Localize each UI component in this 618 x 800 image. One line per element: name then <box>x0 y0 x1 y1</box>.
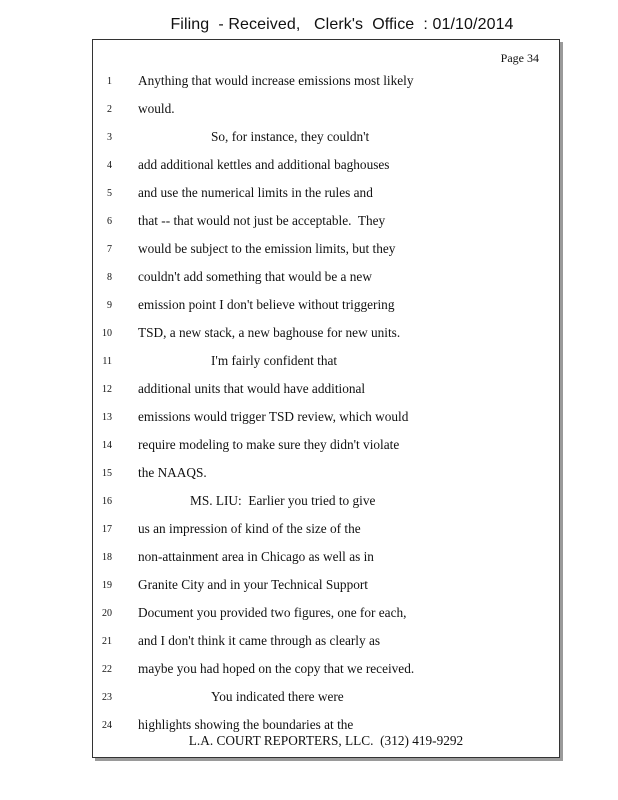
transcript-line-6 <box>93 213 559 233</box>
line-text: emission point I don't believe without triggering <box>138 297 395 312</box>
line-number: 17 <box>102 524 112 535</box>
line-text: us an impression of kind of the size of the <box>138 521 361 536</box>
transcript-line-14 <box>93 437 559 457</box>
line-number: 22 <box>102 664 112 675</box>
transcript-line-13 <box>93 409 559 429</box>
line-text: TSD, a new stack, a new baghouse for new units. <box>138 325 401 340</box>
line-number: 3 <box>107 132 112 143</box>
line-text: emissions would trigger TSD review, which would <box>138 409 409 424</box>
line-number: 15 <box>102 468 112 479</box>
line-text: maybe you had hoped on the copy that we received. <box>138 661 415 676</box>
transcript-line-15 <box>93 465 559 485</box>
transcript-line-20 <box>93 605 559 625</box>
line-number: 21 <box>102 636 112 647</box>
line-number: 4 <box>107 160 112 171</box>
line-number: 12 <box>102 384 112 395</box>
line-text: add additional kettles and additional baghouses <box>138 157 390 172</box>
line-text: and I don't think it came through as clearly as <box>138 633 381 648</box>
line-number: 1 <box>107 76 112 87</box>
transcript-line-3 <box>93 129 559 149</box>
transcript-line-1 <box>93 73 559 93</box>
transcript-page <box>92 39 560 758</box>
line-text: MS. LIU: Earlier you tried to give <box>190 493 376 508</box>
line-number: 20 <box>102 608 112 619</box>
filing-stamp: Filing - Received, Clerk's Office : 01/10/2014 <box>170 16 514 33</box>
transcript-line-9 <box>93 297 559 317</box>
line-number: 9 <box>107 300 112 311</box>
transcript-line-19 <box>93 577 559 597</box>
reporter-footer: L.A. COURT REPORTERS, LLC. (312) 419-9292 <box>188 733 464 748</box>
transcript-line-10 <box>93 325 559 345</box>
line-text: the NAAQS. <box>138 465 207 480</box>
line-number: 7 <box>107 244 112 255</box>
line-text: and use the numerical limits in the rules and <box>138 185 373 200</box>
line-text: Granite City and in your Technical Support <box>138 577 368 592</box>
line-text: highlights showing the boundaries at the <box>138 717 354 732</box>
transcript-line-7 <box>93 241 559 261</box>
line-text: would be subject to the emission limits, but they <box>138 241 396 256</box>
transcript-line-8 <box>93 269 559 289</box>
transcript-line-5 <box>93 185 559 205</box>
transcript-line-21 <box>93 633 559 653</box>
line-number: 13 <box>102 412 112 423</box>
line-number: 8 <box>107 272 112 283</box>
page-number: Page 34 <box>500 51 539 65</box>
line-number: 5 <box>107 188 112 199</box>
line-text: that -- that would not just be acceptable. They <box>138 213 386 228</box>
line-text: additional units that would have additional <box>138 381 366 396</box>
line-text: couldn't add something that would be a new <box>138 269 372 284</box>
line-number: 19 <box>102 580 112 591</box>
transcript-line-23 <box>93 689 559 709</box>
line-text: non-attainment area in Chicago as well as in <box>138 549 374 564</box>
line-text: would. <box>138 101 175 116</box>
line-text: require modeling to make sure they didn't violate <box>138 437 400 452</box>
line-number: 16 <box>102 496 112 507</box>
transcript-line-22 <box>93 661 559 681</box>
transcript-line-17 <box>93 521 559 541</box>
transcript-line-4 <box>93 157 559 177</box>
line-text: I'm fairly confident that <box>211 353 338 368</box>
line-number: 14 <box>102 440 112 451</box>
transcript-line-2 <box>93 101 559 121</box>
line-number: 2 <box>107 104 112 115</box>
line-number: 23 <box>102 692 112 703</box>
line-text: Anything that would increase emissions most likely <box>138 73 414 88</box>
line-number: 10 <box>102 328 112 339</box>
transcript-line-12 <box>93 381 559 401</box>
line-text: Document you provided two figures, one for each, <box>138 605 407 620</box>
line-number: 6 <box>107 216 112 227</box>
line-text: So, for instance, they couldn't <box>211 129 370 144</box>
transcript-line-16 <box>93 493 559 513</box>
line-number: 11 <box>102 356 112 367</box>
transcript-line-11 <box>93 353 559 373</box>
line-text: You indicated there were <box>211 689 344 704</box>
line-number: 24 <box>102 720 112 731</box>
line-number: 18 <box>102 552 112 563</box>
transcript-line-18 <box>93 549 559 569</box>
